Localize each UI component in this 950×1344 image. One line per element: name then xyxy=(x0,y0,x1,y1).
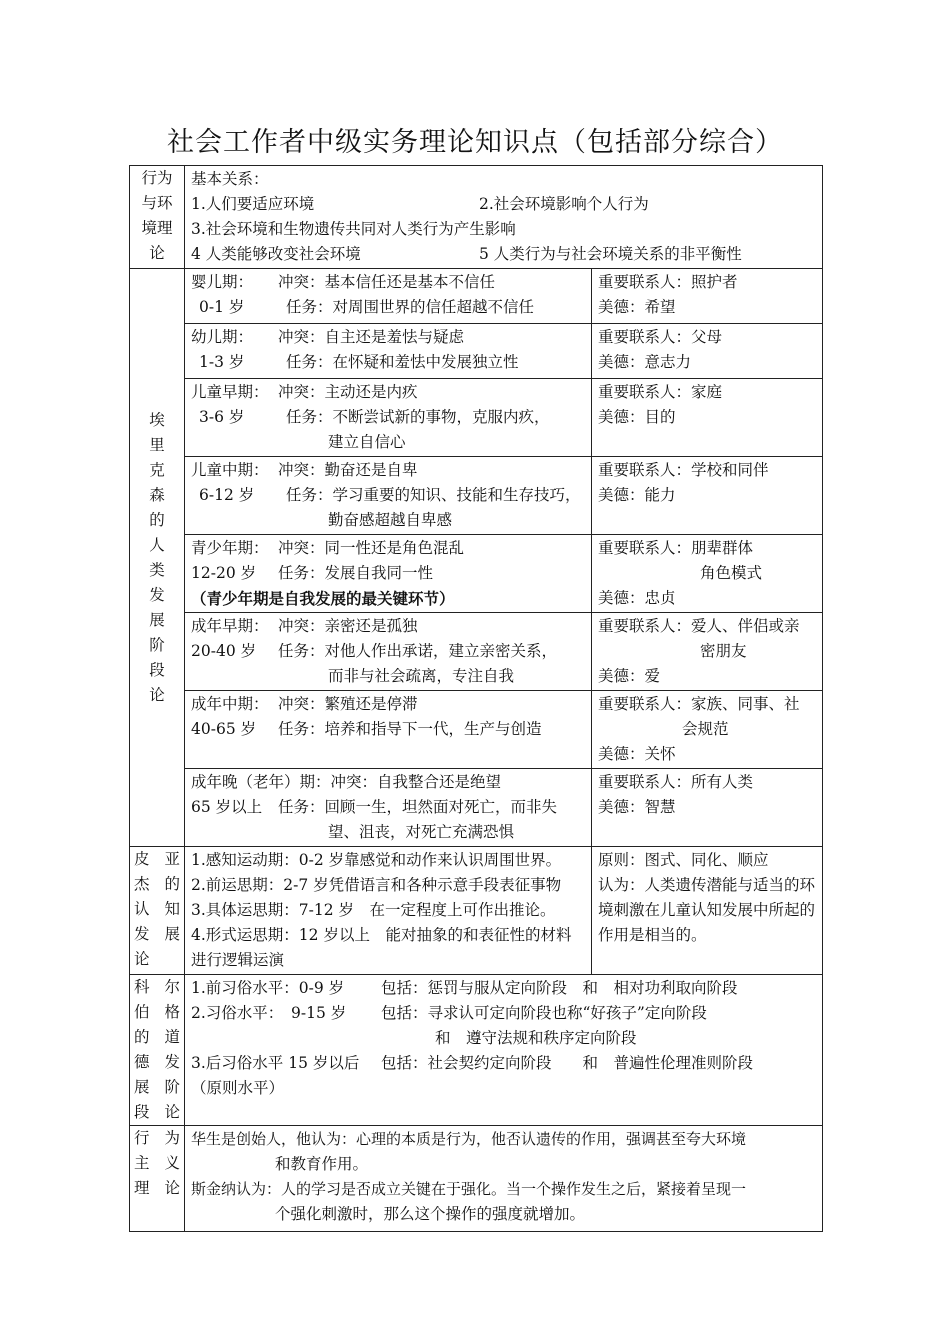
label-behavior-environment xyxy=(130,166,185,269)
label-char: 人 xyxy=(149,535,165,554)
stage-name: 成年早期： xyxy=(191,617,269,635)
piaget-stage: 2.前运思期：2-7 岁凭借语言和各种示意手段表征事物 xyxy=(191,876,562,894)
kohlberg-level: 2.习俗水平： 9-15 岁 xyxy=(191,1004,347,1022)
skinner-view: 斯金纳认为：人的学习是否成立关键在于强化。当一个操作发生之后，紧接着呈现一 xyxy=(191,1180,747,1198)
stage-contacts xyxy=(592,457,823,535)
stage-details xyxy=(185,535,592,613)
label-line: 行为 xyxy=(141,169,173,187)
stage-contacts xyxy=(592,324,823,379)
erikson-stage-row xyxy=(130,379,823,457)
row-piaget xyxy=(130,847,823,975)
label-piaget xyxy=(130,847,185,975)
stage-virtue: 美德：意志力 xyxy=(598,353,692,371)
label-char: 森 xyxy=(149,485,165,504)
stage-name: 儿童中期： xyxy=(191,461,269,479)
stage-conflict: 冲突：自我整合还是绝望 xyxy=(330,773,502,791)
stage-contact-cont: 角色模式 xyxy=(700,564,763,582)
relation-item: 4 人类能够改变社会环境 xyxy=(191,245,361,263)
stage-virtue: 美德：忠贞 xyxy=(598,589,676,607)
stage-contact: 重要联系人：照护者 xyxy=(598,273,738,291)
label-char: 段 xyxy=(149,660,165,679)
label-char: 展 xyxy=(149,610,165,629)
label-line: 发展 xyxy=(134,925,180,943)
label-line: 德发 xyxy=(134,1053,180,1071)
stage-contact-cont: 会规范 xyxy=(682,720,729,738)
label-char: 阶 xyxy=(149,635,165,654)
stage-task: 任务：发展自我同一性 xyxy=(278,564,434,582)
kohlberg-note: （原则水平） xyxy=(191,1079,285,1097)
label-line: 皮亚 xyxy=(134,850,180,868)
erikson-stage-row xyxy=(130,691,823,769)
stage-conflict: 冲突：繁殖还是停滞 xyxy=(278,695,418,713)
stage-age: 20-40 岁 xyxy=(191,642,257,660)
stage-age: 12-20 岁 xyxy=(191,564,257,582)
label-line: 认知 xyxy=(134,900,180,918)
stage-virtue: 美德：能力 xyxy=(598,486,676,504)
stage-age: 3-6 岁 xyxy=(199,408,245,426)
label-line: 杰的 xyxy=(134,875,180,893)
stage-task: 任务：培养和指导下一代，生产与创造 xyxy=(278,720,542,738)
stage-age: 6-12 岁 xyxy=(199,486,255,504)
piaget-view: 认为：人类遗传潜能与适当的环境刺激在儿童认知发展中所起的作用是相当的。 xyxy=(598,876,816,944)
watson-view: 华生是创始人，他认为：心理的本质是行为，他否认遗传的作用，强调甚至夸大环境 xyxy=(191,1130,747,1148)
erikson-stage-row xyxy=(130,324,823,379)
piaget-stage: 3.具体运思期：7-12 岁 在一定程度上可作出推论。 xyxy=(191,901,556,919)
stage-name: 儿童早期： xyxy=(191,383,269,401)
label-line: 论 xyxy=(134,950,150,968)
piaget-principle: 原则：图式、同化、顺应 xyxy=(598,851,769,869)
stage-details xyxy=(185,769,592,847)
stage-conflict: 冲突：主动还是内疚 xyxy=(278,383,418,401)
stage-task: 任务：回顾一生，坦然面对死亡，而非失 xyxy=(278,798,558,816)
stage-conflict: 冲突：自主还是羞怯与疑虑 xyxy=(278,328,465,346)
kohlberg-includes: 包括：惩罚与服从定向阶段 和 相对功利取向阶段 xyxy=(381,979,738,997)
stage-task: 任务：对周围世界的信任超越不信任 xyxy=(286,298,535,316)
stage-details xyxy=(185,691,592,769)
erikson-stage-row xyxy=(130,769,823,847)
stage-details xyxy=(185,613,592,691)
stage-contacts xyxy=(592,769,823,847)
stage-age: 0-1 岁 xyxy=(199,298,245,316)
behaviorism-content xyxy=(185,1126,823,1232)
stage-virtue: 美德：爱 xyxy=(598,667,661,685)
stage-task-cont: 而非与社会疏离，专注自我 xyxy=(328,667,515,685)
label-line: 与环 xyxy=(141,194,173,212)
stage-age: 1-3 岁 xyxy=(199,353,245,371)
stage-details xyxy=(185,379,592,457)
kohlberg-includes: 包括：社会契约定向阶段 和 普遍性伦理准则阶段 xyxy=(381,1054,754,1072)
behavior-env-content xyxy=(185,166,823,269)
stage-task: 任务：在怀疑和羞怯中发展独立性 xyxy=(286,353,519,371)
erikson-stage-row xyxy=(130,457,823,535)
label-behaviorism xyxy=(130,1126,185,1232)
stage-age: 65 岁以上 xyxy=(191,798,263,816)
stage-virtue: 美德：希望 xyxy=(598,298,676,316)
relation-item: 1.人们要适应环境 xyxy=(191,195,315,213)
kohlberg-includes-cont: 和 遵守法规和秩序定向阶段 xyxy=(435,1029,637,1047)
label-char: 埃 xyxy=(149,410,165,429)
stage-task: 任务：学习重要的知识、技能和生存技巧， xyxy=(286,486,581,504)
relation-item: 3.社会环境和生物遗传共同对人类行为产生影响 xyxy=(191,220,516,238)
stage-name: 幼儿期： xyxy=(191,328,254,346)
knowledge-table xyxy=(129,165,823,1232)
stage-name: 成年中期： xyxy=(191,695,269,713)
stage-details xyxy=(185,269,592,324)
stage-key-note: （青少年期是自我发展的最关键环节） xyxy=(191,589,455,608)
basic-relations-intro: 基本关系： xyxy=(191,170,269,188)
kohlberg-level: 3.后习俗水平 15 岁以后 xyxy=(191,1054,360,1072)
stage-conflict: 冲突：勤奋还是自卑 xyxy=(278,461,418,479)
stage-name: 成年晚（老年）期： xyxy=(191,773,331,791)
label-line: 伯格 xyxy=(134,1003,180,1021)
label-char: 克 xyxy=(149,460,165,479)
watson-view-cont: 和教育作用。 xyxy=(275,1155,369,1173)
skinner-view-cont: 个强化刺激时，那么这个操作的强度就增加。 xyxy=(275,1205,586,1223)
label-erikson xyxy=(130,269,185,847)
label-char: 类 xyxy=(149,560,165,579)
relation-item: 5 人类行为与社会环境关系的非平衡性 xyxy=(479,245,742,263)
label-line: 的道 xyxy=(134,1028,180,1046)
stage-contact: 重要联系人：所有人类 xyxy=(598,773,754,791)
label-line: 境理 xyxy=(141,219,173,237)
label-line: 论 xyxy=(149,244,165,262)
stage-contact: 重要联系人：家族、同事、社 xyxy=(598,695,800,713)
stage-conflict: 冲突：亲密还是孤独 xyxy=(278,617,418,635)
stage-contacts xyxy=(592,269,823,324)
stage-task: 任务：不断尝试新的事物，克服内疚， xyxy=(286,408,550,426)
stage-contact: 重要联系人：爱人、伴侣或亲 xyxy=(598,617,800,635)
relation-item: 2.社会环境影响个人行为 xyxy=(479,195,649,213)
label-line: 段论 xyxy=(134,1103,180,1121)
stage-task-cont: 望、沮丧，对死亡充满恐惧 xyxy=(328,823,515,841)
stage-contacts xyxy=(592,379,823,457)
stage-name: 青少年期： xyxy=(191,539,269,557)
label-line: 理论 xyxy=(134,1179,180,1197)
stage-details xyxy=(185,324,592,379)
stage-contact-cont: 密朋友 xyxy=(700,642,747,660)
stage-virtue: 美德：关怀 xyxy=(598,745,676,763)
stage-virtue: 美德：智慧 xyxy=(598,798,676,816)
piaget-stages xyxy=(185,847,592,975)
stage-age: 40-65 岁 xyxy=(191,720,257,738)
kohlberg-includes: 包括：寻求认可定向阶段也称“好孩子”定向阶段 xyxy=(381,1004,707,1022)
stage-virtue: 美德：目的 xyxy=(598,408,676,426)
label-char: 论 xyxy=(149,685,165,704)
kohlberg-level: 1.前习俗水平：0-9 岁 xyxy=(191,979,345,997)
row-behavior-environment xyxy=(130,166,823,269)
label-line: 主义 xyxy=(134,1154,180,1172)
stage-contact: 重要联系人：父母 xyxy=(598,328,723,346)
stage-task-cont: 建立自信心 xyxy=(328,433,406,451)
stage-contact: 重要联系人：家庭 xyxy=(598,383,723,401)
label-line: 行为 xyxy=(134,1129,180,1147)
stage-contact: 重要联系人：朋辈群体 xyxy=(598,539,754,557)
row-kohlberg xyxy=(130,975,823,1126)
stage-conflict: 冲突：同一性还是角色混乱 xyxy=(278,539,465,557)
erikson-stage-row xyxy=(130,613,823,691)
erikson-stage-row xyxy=(130,269,823,324)
row-behaviorism xyxy=(130,1126,823,1232)
label-char: 发 xyxy=(149,585,165,604)
erikson-stage-row xyxy=(130,535,823,613)
label-char: 的 xyxy=(149,510,165,529)
stage-conflict: 冲突：基本信任还是基本不信任 xyxy=(278,273,496,291)
stage-details xyxy=(185,457,592,535)
stage-task-cont: 勤奋感超越自卑感 xyxy=(328,511,453,529)
stage-task: 任务：对他人作出承诺，建立亲密关系， xyxy=(278,642,558,660)
stage-contact: 重要联系人：学校和同伴 xyxy=(598,461,769,479)
stage-contacts xyxy=(592,535,823,613)
label-char: 里 xyxy=(149,435,165,454)
piaget-stage: 1.感知运动期：0-2 岁靠感觉和动作来认识周围世界。 xyxy=(191,851,562,869)
stage-contacts xyxy=(592,613,823,691)
piaget-stage: 进行逻辑运演 xyxy=(191,951,285,969)
stage-contacts xyxy=(592,691,823,769)
label-line: 科尔 xyxy=(134,978,180,996)
stage-name: 婴儿期： xyxy=(191,273,254,291)
label-line: 展阶 xyxy=(134,1078,180,1096)
piaget-stage: 4.形式运思期：12 岁以上 能对抽象的和表征性的材料 xyxy=(191,926,572,944)
kohlberg-levels xyxy=(185,975,823,1126)
label-kohlberg xyxy=(130,975,185,1126)
page-title: 社会工作者中级实务理论知识点（包括部分综合） xyxy=(167,127,783,158)
piaget-principles xyxy=(592,847,823,975)
